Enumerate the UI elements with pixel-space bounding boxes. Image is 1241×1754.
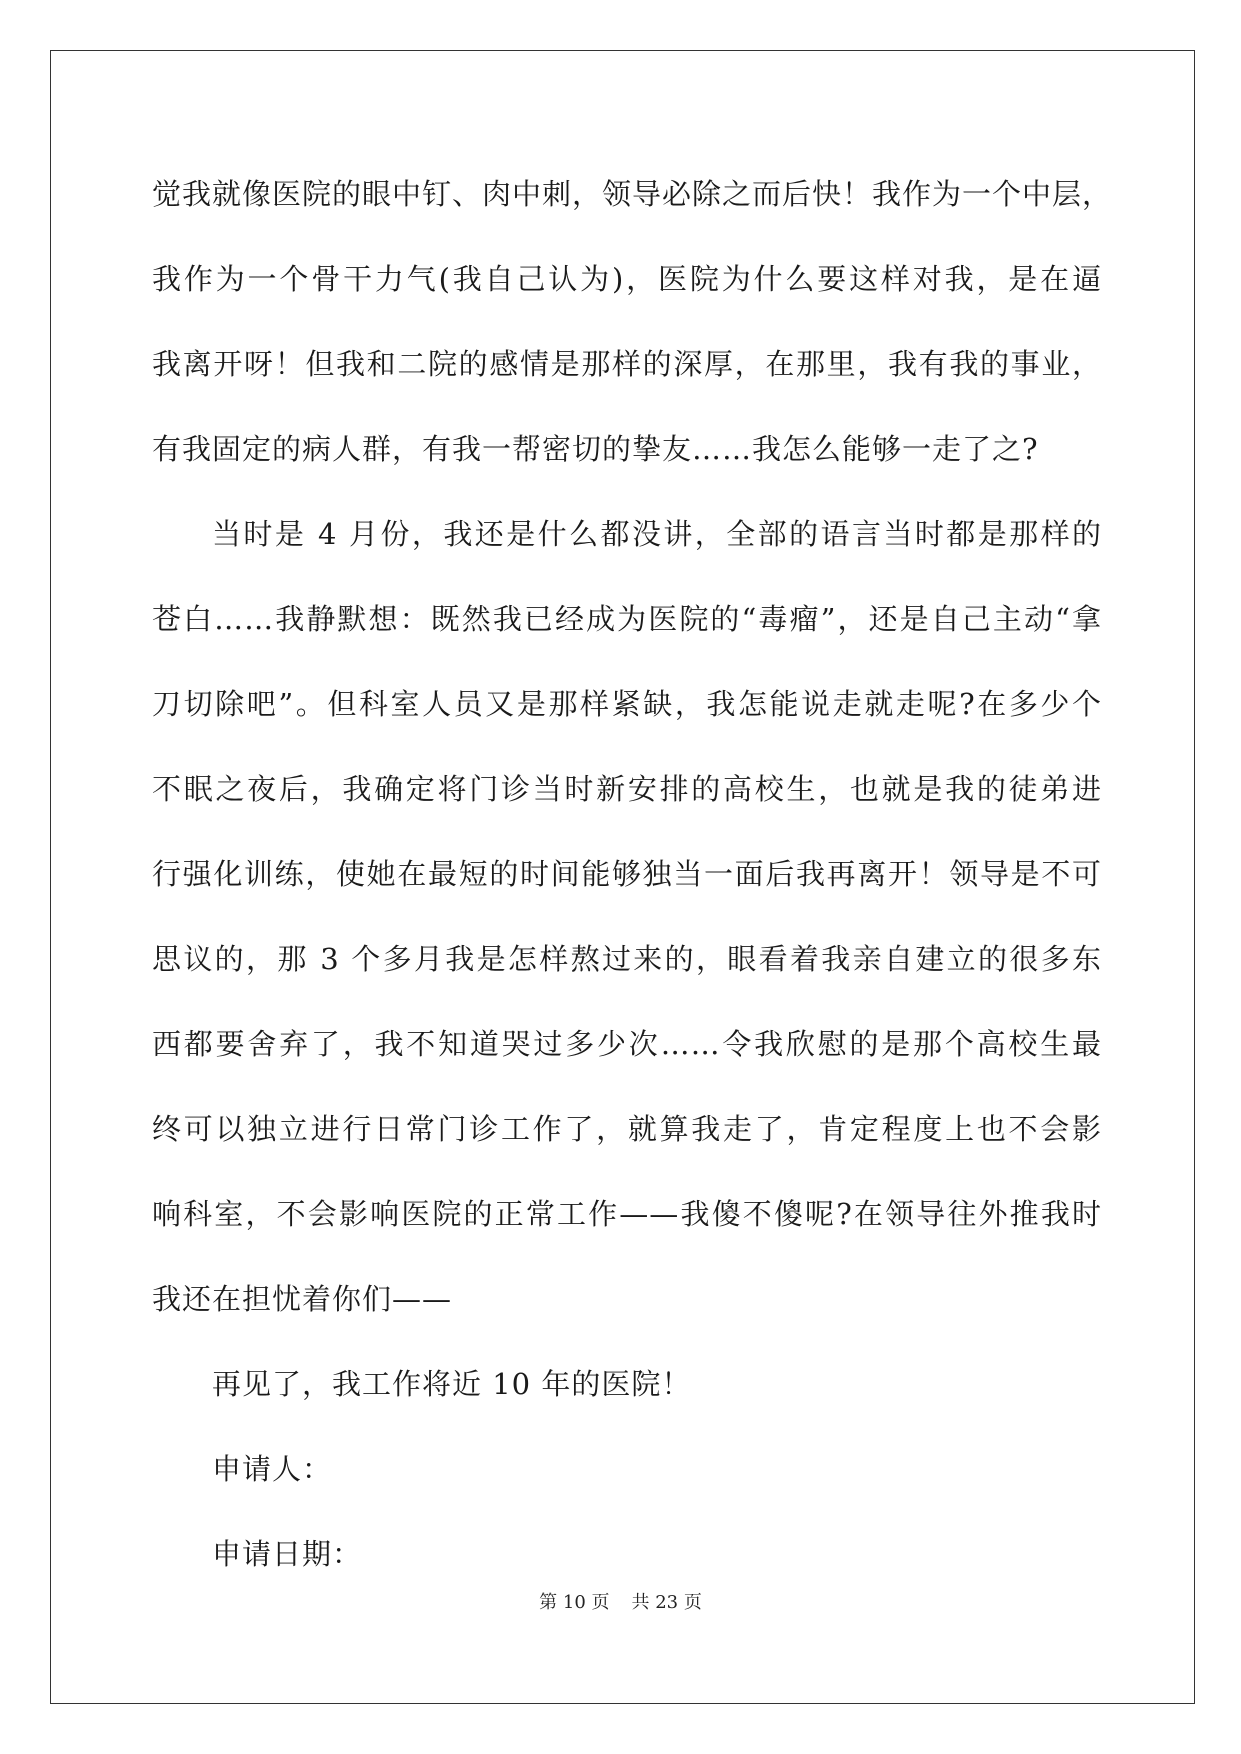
farewell-line: 再见了，我工作将近 10 年的医院！ bbox=[212, 1367, 692, 1401]
page-number: 第 10 页 bbox=[539, 1592, 610, 1613]
page-footer bbox=[0, 1588, 1241, 1618]
paragraph-line: 刀切除吧”。但科室人员又是那样紧缺，我怎能说走就走呢?在多少个 bbox=[152, 687, 1102, 721]
applicant-label: 申请人： bbox=[212, 1452, 333, 1486]
paragraph-line: 西都要舍弃了，我不知道哭过多少次……令我欣慰的是那个高校生最 bbox=[152, 1027, 1102, 1061]
paragraph-line: 响科室，不会影响医院的正常工作——我傻不傻呢?在领导往外推我时 bbox=[152, 1197, 1102, 1231]
document-body bbox=[152, 166, 1113, 1611]
paragraph-line: 终可以独立进行日常门诊工作了，就算我走了，肯定程度上也不会影 bbox=[152, 1112, 1102, 1146]
paragraph-line: 有我固定的病人群，有我一帮密切的挚友……我怎么能够一走了之? bbox=[152, 432, 1039, 466]
application-date-label: 申请日期： bbox=[212, 1537, 363, 1571]
page-total: 共 23 页 bbox=[631, 1592, 702, 1613]
paragraph-line: 当时是 4 月份，我还是什么都没讲，全部的语言当时都是那样的 bbox=[212, 517, 1102, 551]
paragraph-line: 不眠之夜后，我确定将门诊当时新安排的高校生，也就是我的徒弟进 bbox=[152, 772, 1102, 806]
paragraph-line: 苍白……我静默想：既然我已经成为医院的“毒瘤”，还是自己主动“拿 bbox=[152, 602, 1102, 636]
paragraph-line: 我还在担忧着你们—— bbox=[152, 1282, 453, 1316]
paragraph-line: 行强化训练，使她在最短的时间能够独当一面后我再离开！领导是不可 bbox=[152, 857, 1102, 891]
paragraph-line: 觉我就像医院的眼中钉、肉中刺，领导必除之而后快！我作为一个中层， bbox=[152, 177, 1113, 211]
paragraph-line: 思议的，那 3 个多月我是怎样熬过来的，眼看着我亲自建立的很多东 bbox=[152, 942, 1102, 976]
paragraph-line: 我离开呀！但我和二院的感情是那样的深厚，在那里，我有我的事业， bbox=[152, 347, 1102, 381]
paragraph-line: 我作为一个骨干力气(我自己认为)，医院为什么要这样对我，是在逼 bbox=[152, 262, 1102, 296]
